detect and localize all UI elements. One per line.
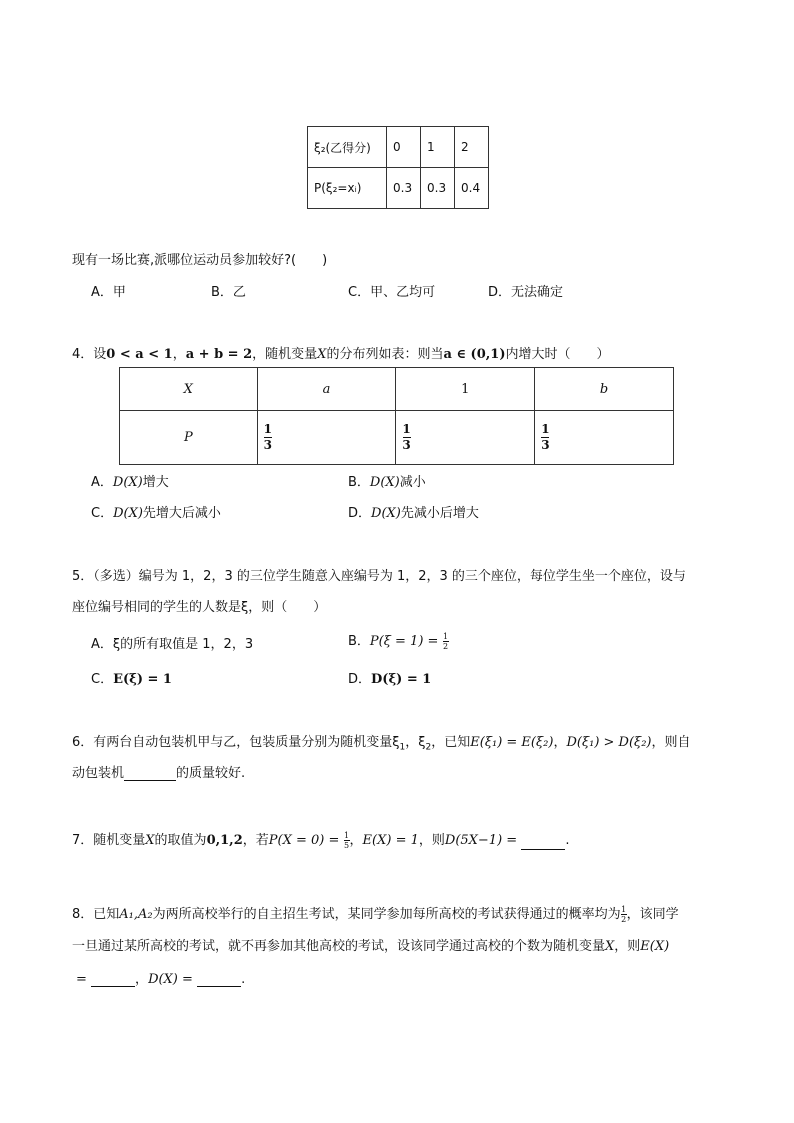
answer-blank[interactable] — [124, 766, 176, 781]
q5-question-line2: 座位编号相同的学生的人数是ξ，则（ ） — [72, 600, 327, 615]
table-cell-label: P(ξ₂=xᵢ) — [308, 168, 387, 209]
q4-var: X — [317, 347, 327, 362]
table-row — [120, 411, 674, 465]
table-cell: 0.3 — [421, 168, 455, 209]
q4-text1: ，随机变量 — [252, 347, 318, 362]
q8-question-line3: = ，D(X) = . — [76, 972, 246, 987]
table-cell — [257, 411, 396, 465]
q6-question-line2: 动包装机 的质量较好. — [72, 766, 246, 781]
fraction-one-third: $\frac{1}{3}$ — [402, 422, 411, 452]
q4-text3: 内增大时（ ） — [505, 347, 610, 362]
q5-option-b: B．P(ξ = 1) = $\frac{1}{2}$ — [348, 632, 449, 651]
table-cell: 0 — [387, 127, 421, 168]
q5-option-c: C．E(ξ) = 1 — [91, 672, 172, 687]
answer-blank[interactable] — [521, 835, 565, 850]
fraction-one-third: $\frac{1}{3}$ — [541, 422, 550, 452]
table-cell: 2 — [455, 127, 489, 168]
q3-option-b: B．乙 — [211, 285, 246, 300]
q4-cond3: a ∈ (0,1) — [443, 347, 506, 362]
q5-question-line1: 5．（多选）编号为 1，2，3 的三位学生随意入座编号为 1，2，3 的三个座位，每位学生坐一个座位，设与 — [72, 569, 686, 584]
table-cell-label: P — [120, 411, 258, 465]
table-cell: 0.4 — [455, 168, 489, 209]
q7-question: 7．随机变量X的取值为0,1,2，若P(X = 0) = $\frac{1}{5}$ ，E(X) = 1，则D(5X−1) = . — [72, 831, 570, 850]
table-row — [308, 127, 489, 168]
answer-blank[interactable] — [91, 972, 135, 987]
fraction-one-half: $\frac{1}{2}$ — [443, 632, 449, 651]
answer-blank[interactable] — [197, 972, 241, 987]
q6-question-line1: 6．有两台自动包装机甲与乙，包装质量分别为随机变量$\xi_1$，$\xi_2$，已知E(ξ₁) = E(ξ₂)，D(ξ₁) > D(ξ₂)，则自 — [72, 735, 691, 753]
distribution-table-xi2 — [307, 126, 489, 209]
table-cell — [396, 411, 535, 465]
table-header-cell: 1 — [396, 368, 535, 411]
q4-cond2: a + b = 2 — [185, 347, 253, 362]
fraction-one-half: $\frac{1}{2}$ — [621, 905, 627, 924]
q3-question: 现有一场比赛,派哪位运动员参加较好?( ) — [72, 253, 328, 268]
q3-option-a: A．甲 — [91, 285, 126, 300]
q4-cond1: 0 < a < 1 — [106, 347, 173, 362]
q3-option-d: D．无法确定 — [488, 285, 564, 300]
q4-prefix: 4．设 — [72, 347, 107, 362]
table-cell — [535, 411, 674, 465]
q4-text2: 的分布列如表：则当 — [326, 347, 444, 362]
q8-question-line1: 8．已知A₁,A₂为两所高校举行的自主招生考试，某同学参加每所高校的考试获得通过的概率均为 $\frac{1}{2}$ ，该同学 — [72, 905, 679, 924]
table-header-cell: X — [120, 368, 258, 411]
table-header-cell: b — [535, 368, 674, 411]
fraction-one-fifth: $\frac{1}{5}$ — [343, 831, 350, 850]
distribution-table-x — [119, 367, 674, 465]
table-cell: 0.3 — [387, 168, 421, 209]
q8-question-line2: 一旦通过某所高校的考试，就不再参加其他高校的考试，设该同学通过高校的个数为随机变量X，则E(X) — [72, 939, 670, 954]
table-cell: 1 — [421, 127, 455, 168]
q4-option-c: C．D(X)先增大后减小 — [91, 506, 221, 521]
fraction-one-third: $\frac{1}{3}$ — [263, 422, 272, 452]
table-row — [120, 368, 674, 411]
q4-question: 4．设0 < a < 1，a + b = 2，随机变量X的分布列如表：则当a ∈ (0,1)内增大时（ ） — [72, 347, 610, 362]
table-row — [308, 168, 489, 209]
q4-option-b: B．D(X)减小 — [348, 475, 426, 490]
q5-option-d: D．D(ξ) = 1 — [348, 672, 432, 687]
table-cell-label: ξ₂(乙得分) — [308, 127, 387, 168]
q4-option-a: A．D(X)增大 — [91, 475, 169, 490]
q4-option-d: D．D(X)先减小后增大 — [348, 506, 479, 521]
q5-option-a: A．ξ的所有取值是 1，2，3 — [91, 637, 254, 652]
q3-option-c: C．甲、乙均可 — [348, 285, 436, 300]
table-header-cell: a — [257, 368, 396, 411]
